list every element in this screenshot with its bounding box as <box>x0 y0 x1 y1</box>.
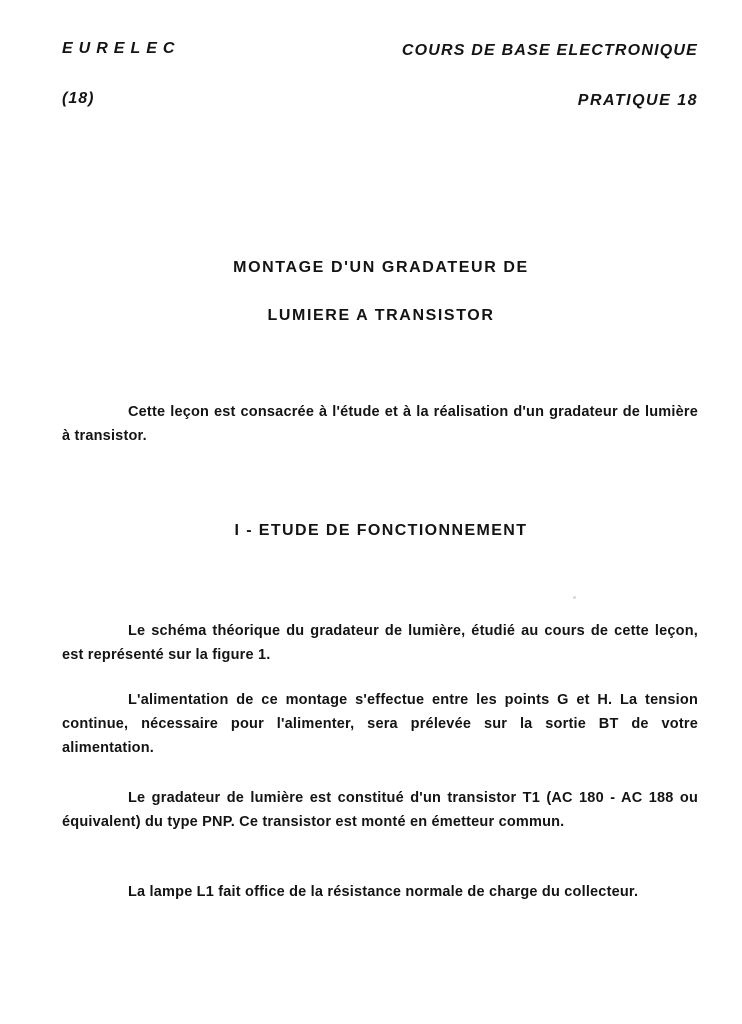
course-title: COURS DE BASE ELECTRONIQUE <box>401 42 698 59</box>
page-number: (18) <box>62 90 95 107</box>
intro-paragraph: Cette leçon est consacrée à l'étude et à la réalisation d'un gradateur de lumière à transistor. <box>62 404 698 444</box>
section-heading: I - ETUDE DE FONCTIONNEMENT <box>234 522 528 539</box>
body-paragraph-1: Le schéma théorique du gradateur de lumière, étudié au cours de cette leçon, est représenté sur la figure 1. <box>62 623 698 663</box>
body-paragraph-4: La lampe L1 fait office de la résistance normale de charge du collecteur. <box>128 884 639 900</box>
body-paragraph-2: L'alimentation de ce montage s'effectue entre les points G et H. La tension continue, nécessaire pour l'alimenter, sera prélevée sur la sortie BT de votre alimentation. <box>62 692 698 756</box>
section-reference: PRATIQUE 18 <box>577 92 698 109</box>
page-title-line-1: MONTAGE D'UN GRADATEUR DE <box>233 259 529 276</box>
body-paragraph-3: Le gradateur de lumière est constitué d'un transistor T1 (AC 180 - AC 188 ou équivalent) du type PNP. Ce transistor est monté en émetteur commun. <box>62 790 698 830</box>
scan-speck <box>573 596 576 599</box>
page-title-line-2: LUMIERE A TRANSISTOR <box>267 307 495 324</box>
brand-name: EURELEC <box>62 40 181 57</box>
